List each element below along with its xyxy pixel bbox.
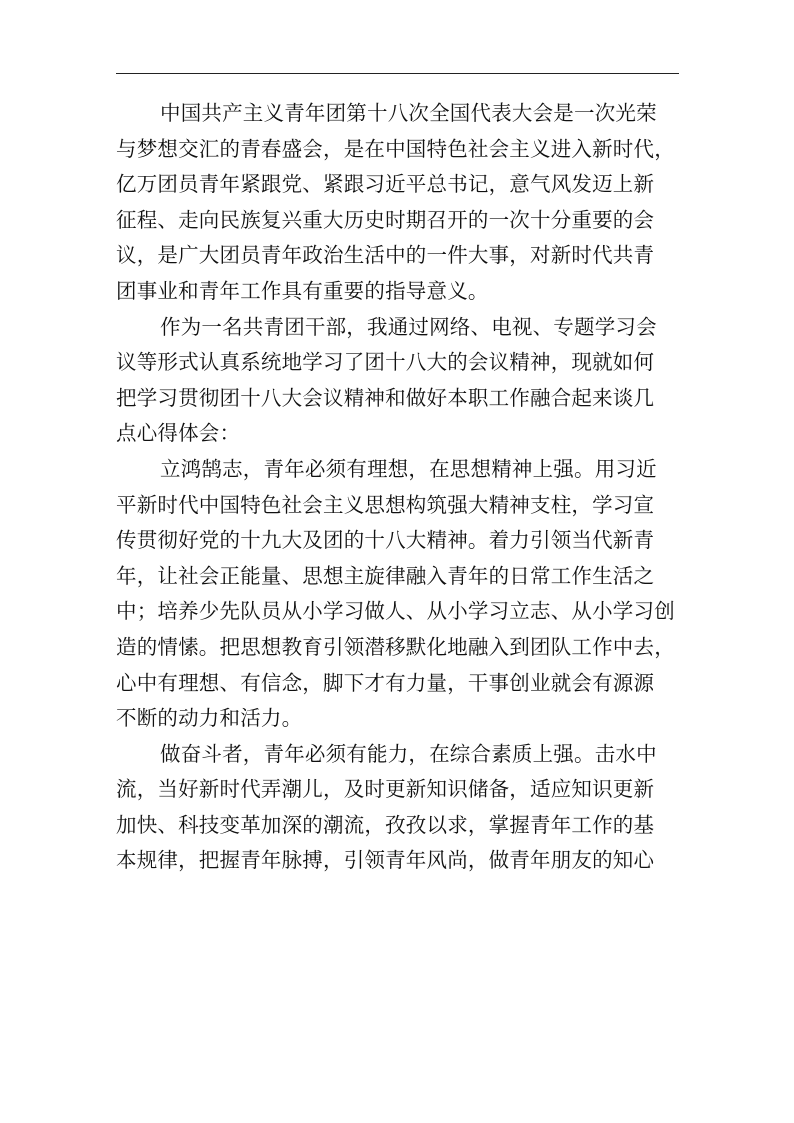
text-line: 本规律，把握青年脉搏，引领青年风尚，做青年朋友的知心 [116,848,655,873]
paragraph-3 [116,452,679,737]
paragraph-2 [116,310,679,452]
header-rule [116,73,679,74]
text-line: 加快、科技变革加深的潮流，孜孜以求，掌握青年工作的基 [116,812,655,837]
text-line: 年，让社会正能量、思想主旋律融入青年的日常工作生活之 [116,563,655,588]
text-line: 心中有理想、有信念，脚下才有力量，干事创业就会有源源 [116,670,655,695]
text-line: 团事业和青年工作具有重要的指导意义。 [116,278,489,303]
paragraph-4 [116,737,679,879]
text-line: 流，当好新时代弄潮儿，及时更新知识储备，适应知识更新 [116,777,655,802]
text-line: 立鸿鹄志，青年必须有理想，在思想精神上强。用习近 [160,456,657,481]
text-line: 做奋斗者，青年必须有能力，在综合素质上强。击水中 [160,741,657,766]
text-line: 不断的动力和活力。 [116,706,303,731]
text-line: 把学习贯彻团十八大会议精神和做好本职工作融合起来谈几 [116,385,655,410]
text-line: 中；培养少先队员从小学习做人、从小学习立志、从小学习创 [116,599,675,624]
text-line: 议，是广大团员青年政治生活中的一件大事，对新时代共青 [116,243,655,268]
text-line: 点心得体会： [116,421,241,446]
text-line: 亿万团员青年紧跟党、紧跟习近平总书记，意气风发迈上新 [116,172,655,197]
text-line: 造的情愫。把思想教育引领潜移默化地融入到团队工作中去， [116,634,675,659]
text-line: 与梦想交汇的青春盛会，是在中国特色社会主义进入新时代， [116,136,675,161]
text-line: 议等形式认真系统地学习了团十八大的会议精神，现就如何 [116,350,655,375]
text-line: 作为一名共青团干部，我通过网络、电视、专题学习会 [160,314,657,339]
text-line: 传贯彻好党的十九大及团的十八大精神。着力引领当代新青 [116,528,655,553]
paragraph-1 [116,96,679,310]
text-line: 中国共产主义青年团第十八次全国代表大会是一次光荣 [160,101,657,125]
text-line: 征程、走向民族复兴重大历史时期召开的一次十分重要的会 [116,207,655,232]
document-body [116,96,679,879]
text-line: 平新时代中国特色社会主义思想构筑强大精神支柱，学习宣 [116,492,655,517]
